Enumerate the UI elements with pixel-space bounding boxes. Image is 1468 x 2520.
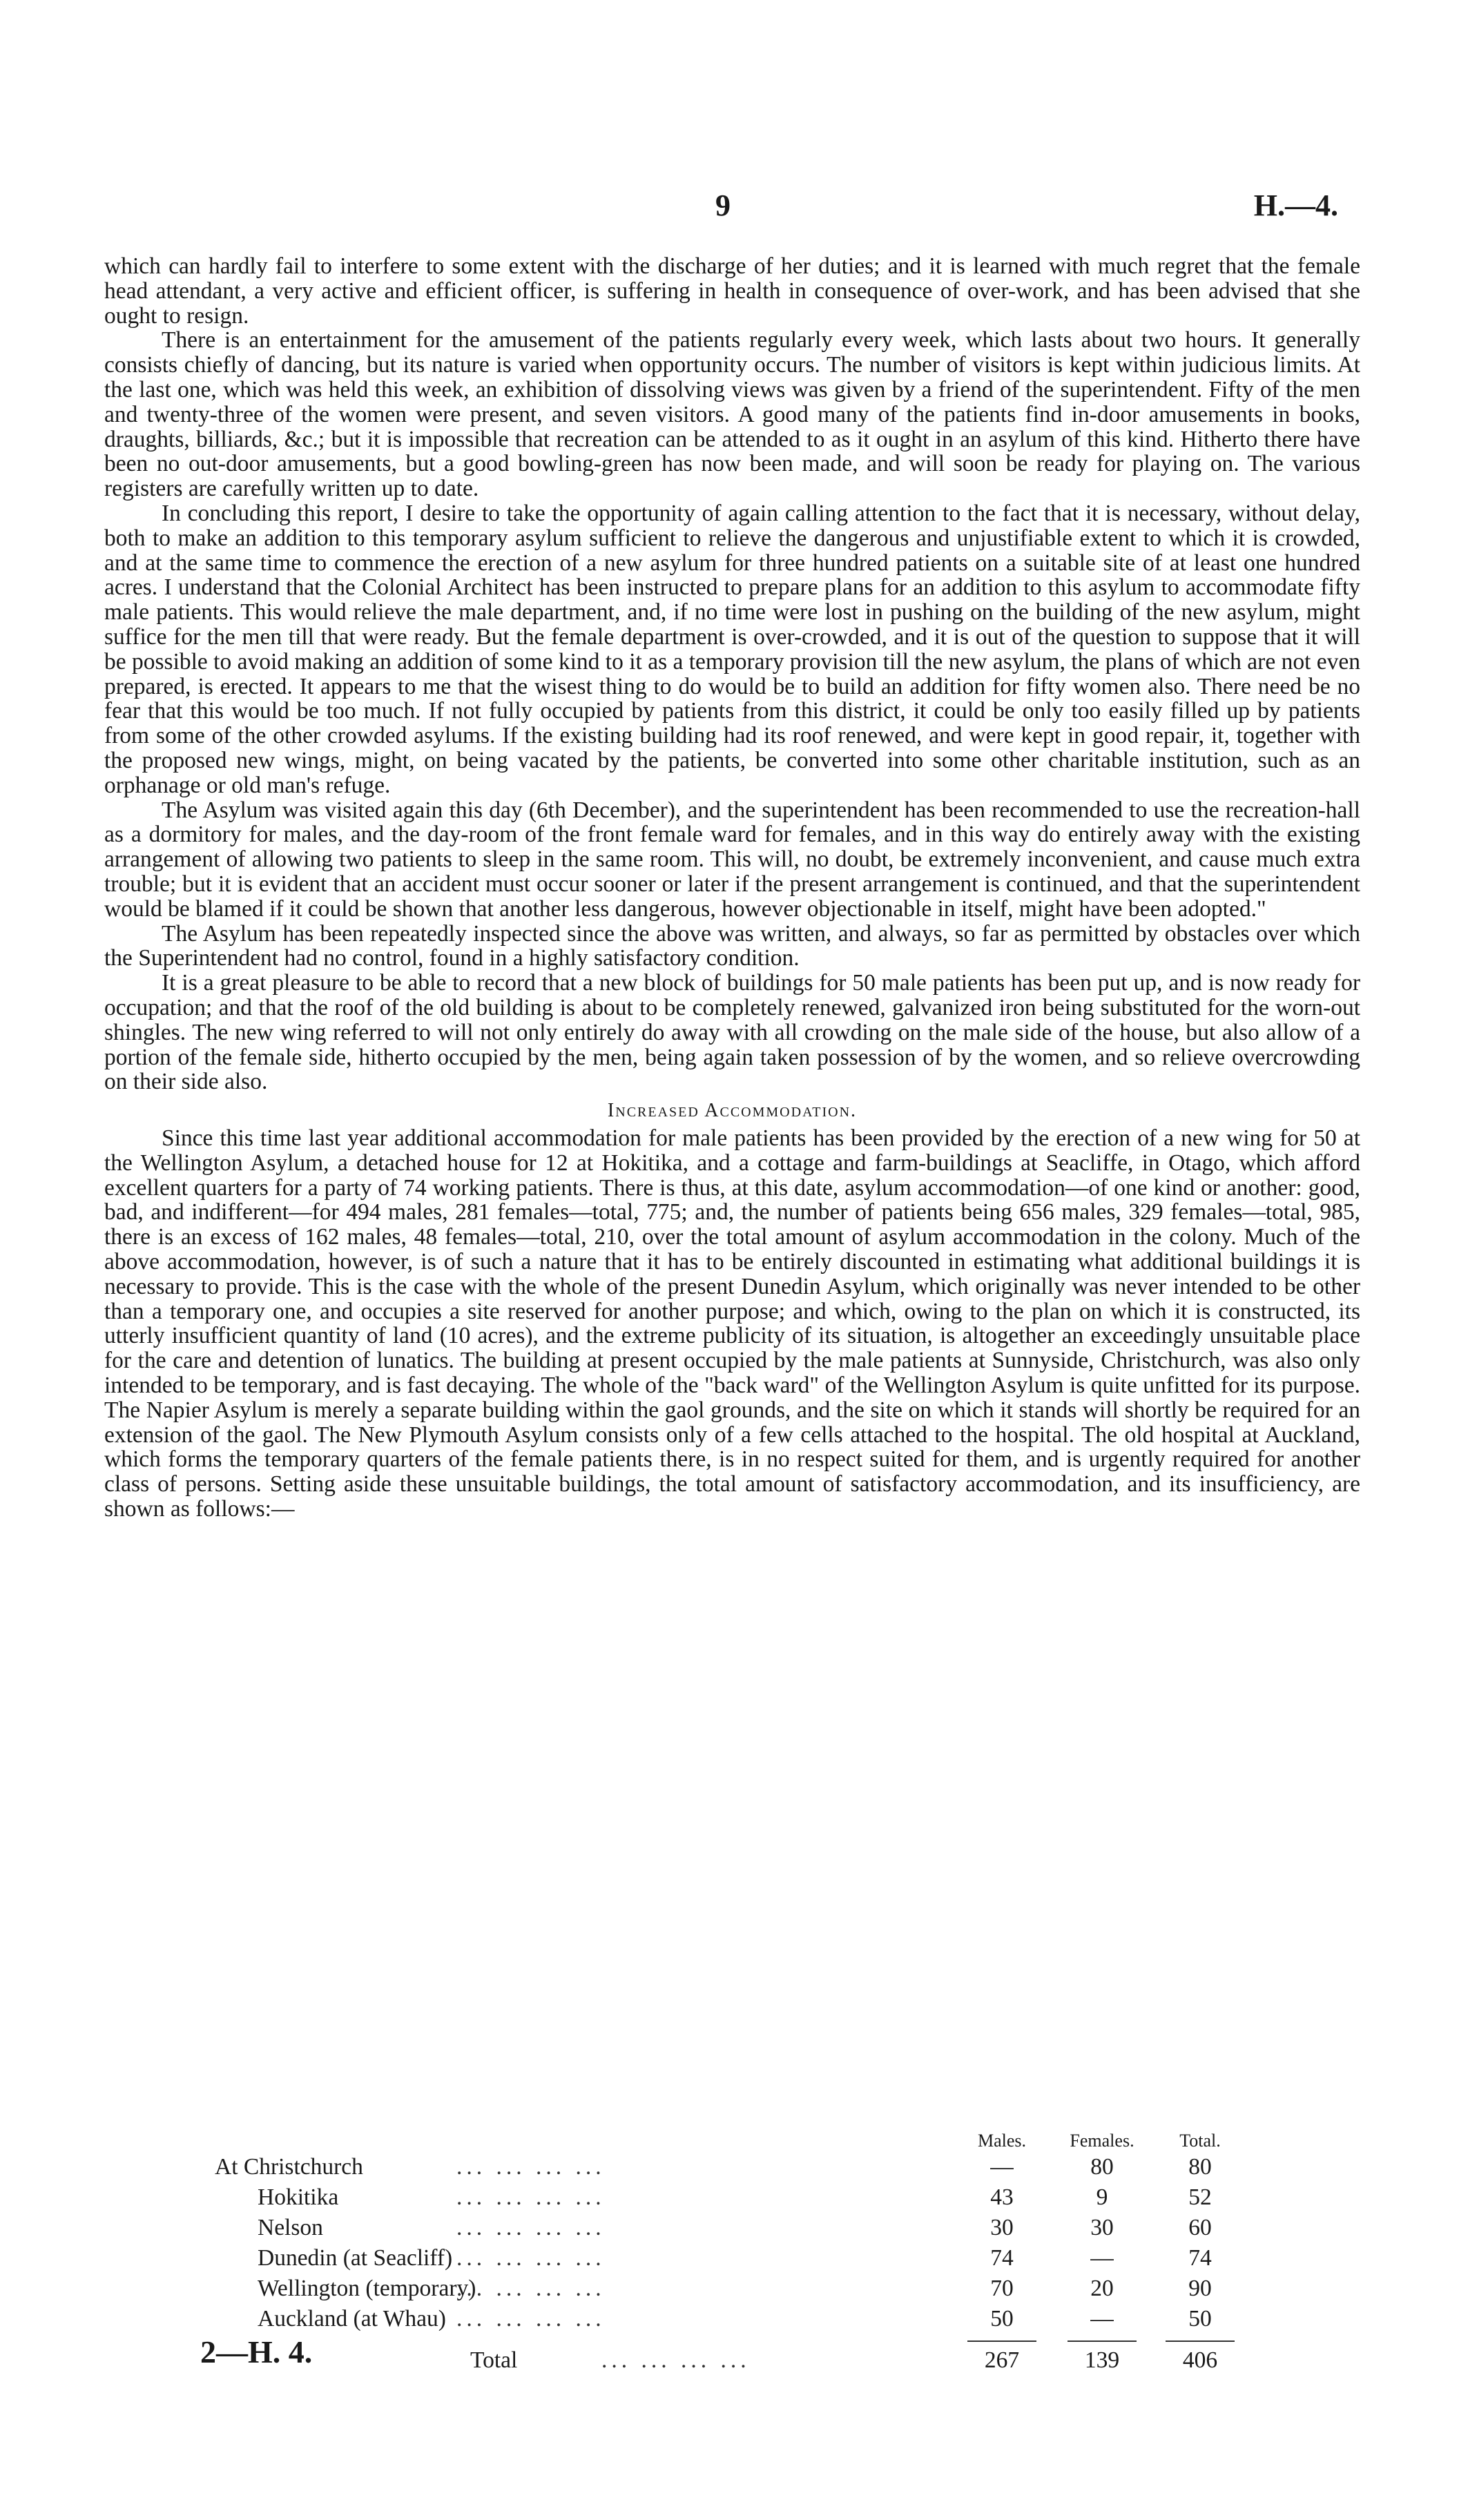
- row-place: Auckland (at Whau): [258, 2306, 446, 2332]
- leader-dots: ... ... ... ...: [456, 2245, 606, 2271]
- cell-total: 80: [1188, 2154, 1212, 2180]
- leader-dots: ... ... ... ...: [456, 2306, 606, 2332]
- page-header: [0, 188, 1468, 229]
- cell-females: 20: [1090, 2276, 1114, 2301]
- cell-females: 80: [1090, 2154, 1114, 2180]
- section-heading: Increased Accommodation.: [607, 1100, 858, 1122]
- column-header-females: Females.: [1070, 2131, 1134, 2151]
- table-row: [104, 2215, 1360, 2245]
- cell-males: 74: [990, 2245, 1014, 2271]
- column-header-males: Males.: [977, 2131, 1027, 2151]
- paragraph: which can hardly fail to interfere to some extent with the discharge of her duties; and it is learned with much regret that the female head attendant, a very active and efficient officer, is suffering in health in consequence of over-work, and has been advised that she ought to resign.: [104, 253, 1360, 329]
- total-females: 139: [1084, 2347, 1120, 2373]
- leader-dots: ... ... ... ...: [456, 2154, 606, 2180]
- cell-total: 52: [1188, 2184, 1212, 2210]
- cell-total: 50: [1188, 2306, 1212, 2332]
- row-place: Dunedin (at Seacliff): [258, 2245, 453, 2271]
- cell-males: 50: [990, 2306, 1014, 2332]
- paragraph: Since this time last year additional accommodation for male patients has been provided by the erection of a new wing for 50 at the Wellington Asylum, a detached house for 12 at Hokitika, and a cottage and farm-buildings at Seacliffe, in Otago, which afford excellent quarters for a party of 74 working patients. There is thus, at this date, asylum accommodation—of one kind or another: good, bad, and indifferent—for 494 males, 281 females—total, 775; and, the number of patients being 656 males, 329 females—total, 985, there is an excess of 162 males, 48 females—total, 210, over the total amount of asylum accommodation in the colony. Much of the above accommodation, however, is of such a nature that it has to be entirely discounted in estimating what additional buildings it is necessary to provide. This is the case with the whole of the present Dunedin Asylum, which originally was never intended to be other than a temporary one, and occupies a site reserved for another purpose; and which, owing to the plan on which it is constructed, its utterly insufficient quantity of land (10 acres), and the extreme publicity of its situation, is altogether an exceedingly unsuitable place for the care and detention of lunatics. The building at present occupied by the male patients at Sunnyside, Christchurch, was also only intended to be temporary, and is fast decaying. The whole of the "back ward" of the Wellington Asylum is quite unfitted for its purpose. The Napier Asylum is merely a separate building within the gaol grounds, and the site on which it stands will shortly be required for an extension of the gaol. The New Plymouth Asylum consists only of a few cells attached to the hospital. The old hospital at Auckland, which forms the temporary quarters of the female patients there, is in no respect suited for them, and is urgently required for another class of persons. Setting aside these unsuitable buildings, the total amount of satisfactory accommodation, and its insufficiency, are shown as follows:—: [104, 1125, 1360, 1522]
- table-row: [104, 2184, 1360, 2215]
- cell-males: 30: [990, 2215, 1014, 2240]
- paragraph: In concluding this report, I desire to take the opportunity of again calling attention to the fact that it is necessary, without delay, both to make an addition to this temporary asylum sufficient to relieve the dangerous and unjustifiable extent to which it is crowded, and at the same time to commence the erection of a new asylum for three hundred patients on a suitable site of at least one hundred acres. I understand that the Colonial Architect has been instructed to prepare plans for an addition to this asylum to accommodate fifty male patients. This would relieve the male department, and, if no time were lost in pushing on the building of the new asylum, might suffice for the men till that were ready. But the female department is over-crowded, and it is out of the question to suppose that it will be possible to avoid making an addition of some kind to it as a temporary provision till the new asylum, the plans of which are not even prepared, is erected. It appears to me that the wisest thing to do would be to build an addition for fifty women also. There need be no fear that this would be too much. If not fully occupied by patients from this district, it could be only too easily filled up by patients from some of the other crowded asylums. If the existing building had its roof renewed, and were kept in good repair, it, together with the proposed new wings, might, on being vacated by the patients, be converted into some other charitable institution, such as an orphanage or old man's refuge.: [104, 500, 1360, 798]
- leader-dots: ... ... ... ...: [601, 2347, 751, 2373]
- row-place: Wellington (temporary): [258, 2276, 476, 2301]
- column-header-total: Total.: [1179, 2131, 1221, 2151]
- rule-total: [1166, 2340, 1235, 2342]
- cell-females: 9: [1096, 2184, 1108, 2210]
- total-label: Total: [470, 2347, 518, 2373]
- page-number: 9: [715, 188, 731, 222]
- signature-mark: 2—H. 4.: [200, 2334, 313, 2369]
- paragraph: It is a great pleasure to be able to record that a new block of buildings for 50 male patients has been put up, and is now ready for occupation; and that the roof of the old building is about to be completely renewed, galvanized iron being substituted for the worn-out shingles. The new wing referred to will not only entirely do away with all crowding on the male side of the house, but also allow of a portion of the female side, hitherto occupied by the men, being again taken possession of by the women, and so relieve overcrowding on their side also.: [104, 970, 1360, 1095]
- cell-males: 43: [990, 2184, 1014, 2210]
- body-text: [104, 254, 1360, 1522]
- total-total: 406: [1182, 2347, 1218, 2373]
- row-place: At Christchurch: [215, 2154, 363, 2180]
- table-header: [104, 2131, 1360, 2154]
- row-place: Hokitika: [258, 2184, 339, 2210]
- leader-dots: ... ... ... ...: [456, 2276, 606, 2301]
- paragraph: The Asylum has been repeatedly inspected since the above was written, and always, so far as permitted by obstacles over which the Superintendent had no control, found in a highly satisfactory condition.: [104, 920, 1360, 971]
- cell-females: 30: [1090, 2215, 1114, 2240]
- leader-dots: ... ... ... ...: [456, 2215, 606, 2240]
- table-row: [104, 2154, 1360, 2184]
- cell-males: —: [990, 2154, 1014, 2180]
- document-code: H.—4.: [1253, 188, 1338, 222]
- cell-total: 90: [1188, 2276, 1212, 2301]
- cell-males: 70: [990, 2276, 1014, 2301]
- rule-males: [967, 2340, 1036, 2342]
- rule-females: [1068, 2340, 1137, 2342]
- table-row: [104, 2245, 1360, 2276]
- leader-dots: ... ... ... ...: [456, 2184, 606, 2210]
- total-males: 267: [984, 2347, 1020, 2373]
- cell-total: 60: [1188, 2215, 1212, 2240]
- cell-females: —: [1090, 2306, 1114, 2332]
- row-place: Nelson: [258, 2215, 323, 2240]
- table-row: [104, 2276, 1360, 2306]
- paragraph: The Asylum was visited again this day (6th December), and the superintendent has been recommended to use the recreation-hall as a dormitory for males, and the day-room of the front female ward for females, and in this way do entirely away with the existing arrangement of allowing two patients to sleep in the same room. This will, no doubt, be extremely inconvenient, and cause much extra trouble; but it is evident that an accident must occur sooner or later if the present arrangement is continued, and that the superintendent would be blamed if it could be shown that another less dangerous, however objectionable in itself, might have been adopted.": [104, 797, 1360, 922]
- cell-females: —: [1090, 2245, 1114, 2271]
- table-row: [104, 2306, 1360, 2336]
- paragraph: There is an entertainment for the amusement of the patients regularly every week, which lasts about two hours. It generally consists chiefly of dancing, but its nature is varied when opportunity occurs. The number of visitors is kept within judicious limits. At the last one, which was held this week, an exhibition of dissolving views was given by a friend of the superintendent. Fifty of the men and twenty-three of the women were present, and seven visitors. A good many of the patients find in-door amusements in books, draughts, billiards, &c.; but it is impossible that recreation can be attended to as it ought in an asylum of this kind. Hitherto there have been no out-door amusements, but a good bowling-green has now been made, and will soon be ready for playing on. The various registers are carefully written up to date.: [104, 327, 1360, 502]
- cell-total: 74: [1188, 2245, 1212, 2271]
